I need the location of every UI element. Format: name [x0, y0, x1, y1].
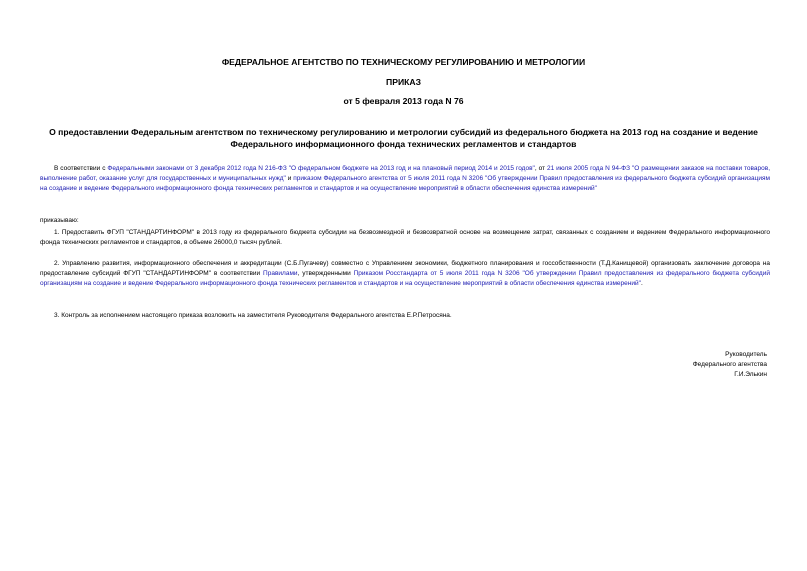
federal-law-216-link[interactable]: Федеральными законами от 3 декабря 2012 года N 216-ФЗ "О федеральном бюджете на 2013 год и на плановый период 2014 и 2015 годов" [107, 165, 535, 172]
signature-agency: Федерального агентства [692, 361, 767, 368]
doc-type-heading: ПРИКАЗ [386, 77, 421, 87]
signature-name: Г.И.Элькин [734, 371, 767, 378]
preamble-text-1: В соответствии с [54, 165, 108, 172]
preamble-text-2: , от [534, 165, 547, 172]
signature-position: Руководитель [725, 351, 767, 358]
rules-link[interactable]: Правилами [263, 269, 298, 277]
document-title: О предоставлении Федеральным агентством по техническому регулированию и метрологии субсидий из федерального бюджета на 2013 год на создание и ведение Федерального информационного фонда технических регламентов и стандартов [49, 127, 758, 149]
order-word: приказываю: [40, 217, 79, 224]
preamble-text-3: и [285, 174, 294, 182]
federal-law-94-link[interactable]: 21 июля 2005 года N 94-ФЗ "О размещении заказов на поставки товаров, выполнение работ, оказание услуг для государственных и муниципальных нужд" [40, 165, 771, 182]
rosstandart-order-link[interactable]: Приказом Росстандарта от 5 июля 2011 года N 3206 "Об утверждении Правил предоставления из федерального бюджета субсидий организациям на создание и ведение Федерального информационного фонда технических регламентов и стандартов и на осуществление мероприятий в области обеспечения единства измерений" [40, 269, 770, 287]
item-2-paragraph [40, 259, 770, 288]
item-2-text-2: , утвержденными [297, 269, 354, 277]
date-number-heading: от 5 февраля 2013 года N 76 [343, 96, 464, 106]
item-3-paragraph: 3. Контроль за исполнением настоящего приказа возложить на заместителя Руководителя Федерального агентства Е.Р.Петросяна. [54, 312, 452, 319]
signature-block [693, 350, 767, 380]
preamble-paragraph [40, 164, 770, 193]
item-2-text-3: . [640, 279, 643, 287]
item-2-text-1: 2. Управлению развития, информационного обеспечения и аккредитации (С.Б.Пугачеву) совместно с Управлением экономики, бюджетного планирования и госсобственности (Т.Д.Канищевой) организовать заключение договора на предоставление субсидий ФГУП "СТАНДАРТИНФОРМ" в соответствии [40, 260, 770, 277]
order-3206-link[interactable]: приказом Федерального агентства от 5 июля 2011 года N 3206 "Об утверждении Правил предоставления из федерального бюджета субсидий организациям на создание и ведение Федерального информационного фонда технических регламентов и стандартов и на осуществление мероприятий в области обеспечения единства измерений" [40, 174, 770, 192]
agency-heading: ФЕДЕРАЛЬНОЕ АГЕНТСТВО ПО ТЕХНИЧЕСКОМУ РЕГУЛИРОВАНИЮ И МЕТРОЛОГИИ [221, 57, 586, 67]
item-1-paragraph: 1. Предоставить ФГУП "СТАНДАРТИНФОРМ" в 2013 году из федерального бюджета субсидии на безвозмездной и безвозвратной основе на возмещение затрат, связанных с созданием и ведением Федерального информационного фонда технических регламентов и стандартов, в объеме 26000,0 тысяч рублей. [40, 229, 770, 246]
